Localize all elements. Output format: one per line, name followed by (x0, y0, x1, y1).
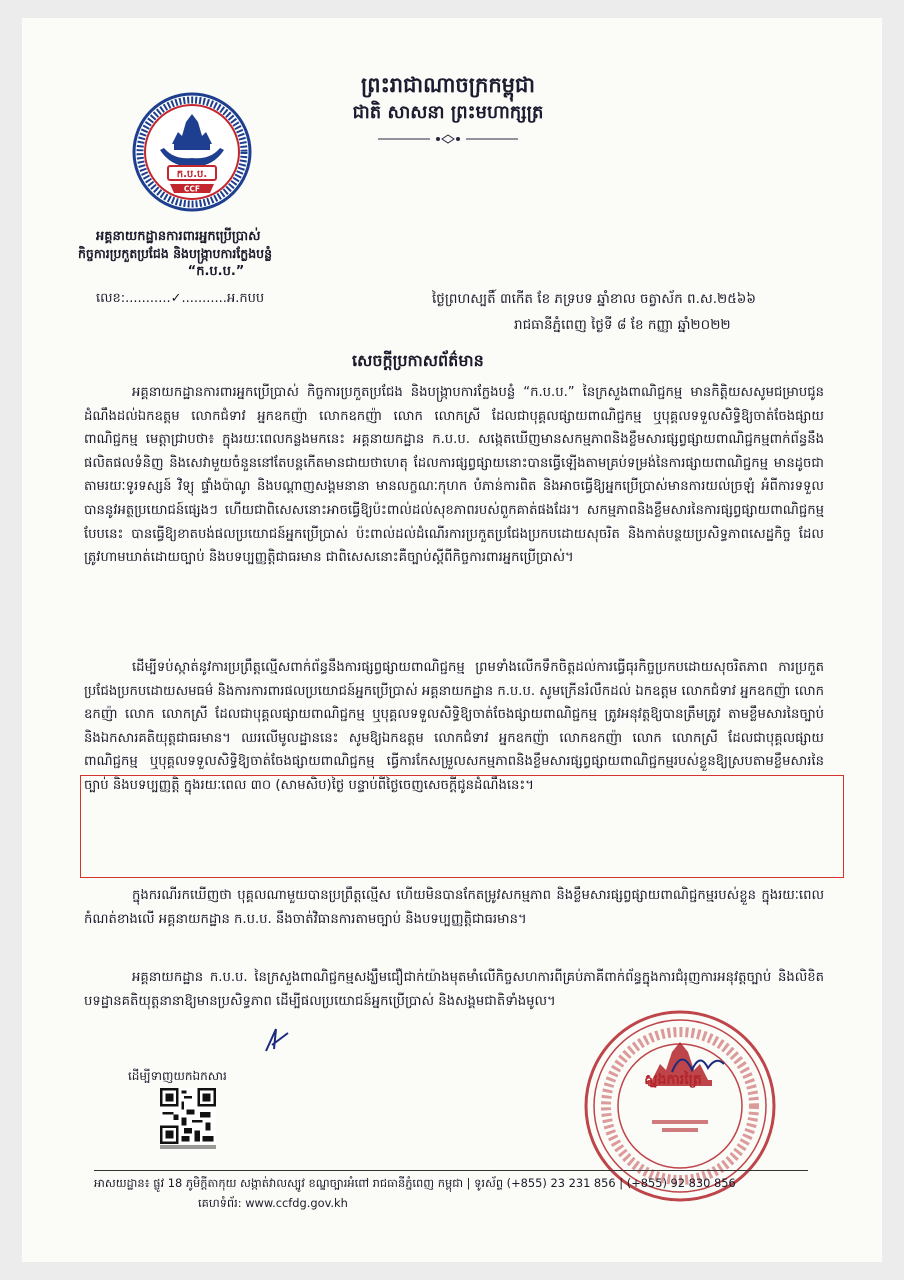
kingdom-title: ព្រះរាជាណាចក្រកម្ពុជា (360, 73, 535, 97)
department-subtitle: កិច្ចការប្រកួតប្រជែង និងបង្ក្រាបការក្លែងបន្លំ (78, 246, 273, 261)
document-subject: សេចក្តីប្រកាសព័ត៌មាន (352, 351, 484, 370)
qr-note: ដើម្បីទាញយកឯកសារ (128, 1069, 227, 1083)
paragraph-3 (84, 884, 824, 931)
highlight-box (80, 775, 844, 878)
paragraph-1-text: អគ្គនាយកដ្ឋានការពារអ្នកប្រើប្រាស់ កិច្ចការប្រកួតប្រជែង និងបង្ក្រាបការក្លែងបន្លំ “ក.ប.ប.” នៃក្រសួងពាណិជ្ជកម្ម មានកិត្តិយសសូមជម្រាបជូនដំណឹងដល់ឯកឧត្តម លោកជំទាវ អ្នកឧកញ៉ា លោកឧកញ៉ា លោក លោកស្រី ដែលជាបុគ្គលផ្សាយពាណិជ្ជកម្ម ឬបុគ្គលទទួលសិទ្ធិឱ្យចាត់ចែងផ្សាយពាណិជ្ជកម្ម មេត្តាជ្រាបថា៖ ក្នុងរយៈពេលកន្លងមកនេះ អគ្គនាយកដ្ឋាន ក.ប.ប. សង្កេតឃើញមានសកម្មភាពនិងខ្លឹមសារផ្សព្វផ្សាយពាណិជ្ជកម្មពាក់ព័ន្ធនឹងផលិតផលទំនិញ និងសេវាមួយចំនួននៅតែបន្តកើតមានជាយថាហេតុ ដែលការផ្សព្វផ្សាយនោះបានធ្វើឡើងតាមគ្រប់ទម្រង់នៃការផ្សាយពាណិជ្ជកម្ម មានដូចជាតាមរយៈទូរទស្សន៍ វិទ្យុ ផ្ទាំងប៉ាណូ និងបណ្តាញសង្គមនានា មានលក្ខណៈកុហក បំភាន់ការពិត និងអាចធ្វើឱ្យអ្នកប្រើប្រាស់មានការយល់ច្រឡំ អំពីការទទួលបាននូវអត្ថប្រយោជន៍ផ្សេងៗ ហើយជាពិសេសនោះអាចធ្វើឱ្យប៉ះពាល់ដល់សុខភាពរបស់ពួកគាត់ផងដែរ។ សកម្មភាពនិងខ្លឹមសារនៃការផ្សព្វផ្សាយពាណិជ្ជកម្មបែបនេះ បានធ្វើឱ្យខាតបង់ផលប្រយោជន៍អ្នកប្រើប្រាស់ ប៉ះពាល់ដល់ដំណើរការប្រកួតប្រជែងប្រកបដោយសុចរិត និងកាត់បន្ថយប្រសិទ្ធភាពសេដ្ឋកិច្ច ដែលត្រូវហាមឃាត់ដោយច្បាប់ និងបទប្បញ្ញត្តិជាធរមាន ជាពិសេសនោះគឺច្បាប់ស្តីពីកិច្ចការពារអ្នកប្រើប្រាស់។ (84, 385, 824, 566)
qr-caption-bar (160, 1145, 216, 1149)
paragraph-1 (84, 381, 824, 570)
paragraph-3-text: ក្នុងករណីរកឃើញថា បុគ្គលណាមួយបានប្រព្រឹត្តល្មើស ហើយមិនបានកែតម្រូវសកម្មភាព និងខ្លឹមសារផ្សព្វផ្សាយពាណិជ្ជកម្មរបស់ខ្លួន ក្នុងរយៈពេលកំណត់ខាងលើ អគ្គនាយកដ្ឋាន ក.ប.ប. នឹងចាត់វិធានការតាមច្បាប់ និងបទប្បញ្ញត្តិជាធរមាន។ (84, 888, 824, 927)
official-stamp (582, 1008, 778, 1204)
logo-banner-text: CCF (183, 184, 201, 194)
initial-signature (262, 1025, 292, 1055)
footer-website[interactable]: គេហទំព័រ: www.ccfdg.gov.kh (198, 1196, 348, 1210)
paragraph-2-text: ដើម្បីទប់ស្កាត់នូវការប្រព្រឹត្តល្មើសពាក់ព័ន្ធនឹងការផ្សព្វផ្សាយពាណិជ្ជកម្ម ព្រមទាំងលើកទឹកចិត្តដល់ការធ្វើធុរកិច្ចប្រកបដោយសុចរិតភាព ការប្រកួតប្រជែងប្រកបដោយសមធម៌ និងការការពារផលប្រយោជន៍អ្នកប្រើប្រាស់ អគ្គនាយកដ្ឋាន ក.ប.ប. សូមក្រើនរំលឹកដល់ ឯកឧត្តម លោកជំទាវ អ្នកឧកញ៉ា លោកឧកញ៉ា លោក លោកស្រី ដែលជាបុគ្គលផ្សាយពាណិជ្ជកម្ម ឬបុគ្គលទទួលសិទ្ធិឱ្យចាត់ចែងផ្សាយពាណិជ្ជកម្ម ត្រូវអនុវត្តឱ្យបានត្រឹមត្រូវ តាមខ្លឹមសារនៃច្បាប់ និងឯកសារគតិយុត្តជាធរមាន។ (84, 660, 824, 746)
department-name: អគ្គនាយកដ្ឋានការពារអ្នកប្រើប្រាស់ (96, 229, 261, 244)
director-signature (668, 1042, 728, 1082)
paragraph-4 (84, 966, 824, 1013)
department-acronym: “ក.ប.ប.” (187, 264, 245, 279)
logo-badge-text: ក.ប.ប. (176, 169, 208, 180)
qr-code[interactable] (160, 1088, 216, 1144)
footer-divider (94, 1170, 808, 1171)
highlighted-text: ឈរលើមូលដ្ឋាននេះ សូមឱ្យឯកឧត្តម លោកជំទាវ អ្នកឧកញ៉ា លោកឧកញ៉ា លោក លោកស្រី ដែលជាបុគ្គលផ្សាយពាណិជ្ជកម្ម ឬបុគ្គលទទួលសិទ្ធិឱ្យចាត់ចែងផ្សាយពាណិជ្ជកម្ម ធ្វើការកែសម្រួលសកម្មភាពនិងខ្លឹមសារផ្សព្វផ្សាយពាណិជ្ជកម្មរបស់ខ្លួនឱ្យស្របតាមខ្លឹមសារនៃច្បាប់ និងបទប្បញ្ញត្តិ ក្នុងរយៈពេល ៣០ (សាមសិប)ថ្ងៃ បន្ទាប់ពីថ្ងៃចេញសេចក្តីជូនដំណឹងនេះ។ (84, 730, 824, 793)
reference-number: លេខ:...........✓...........អ.កបប (96, 291, 265, 306)
footer-address: អាសយដ្ឋាន៖ ផ្លូវ 18 ភូមិក្តីតាកុយ សង្កាត់វាលស្បូវ ខណ្ឌច្បារអំពៅ រាជធានីភ្នំពេញ កម្ពុជា | ទូរស័ព្ទ (+855) 23 231 856 | (+855) 92 830 856 (94, 1176, 736, 1190)
solar-date: រាជធានីភ្នំពេញ ថ្ងៃទី ៨ ខែ កញ្ញា ឆ្នាំ២០២២ (514, 317, 731, 333)
lunar-date: ថ្ងៃព្រហស្បតិ៍ ៣កើត ខែ ភទ្របទ ឆ្នាំខាល ចត្វាស័ក ព.ស.២៥៦៦ (432, 291, 756, 307)
stamp-center-text: ស្នងការត្រៃ (644, 1072, 702, 1088)
paragraph-4-text: អគ្គនាយកដ្ឋាន ក.ប.ប. នៃក្រសួងពាណិជ្ជកម្មសង្ឃឹមជឿជាក់យ៉ាងមុតមាំលើកិច្ចសហការពីគ្រប់ភាគីពាក់ព័ន្ធក្នុងការជំរុញការអនុវត្តច្បាប់ និងលិខិតបទដ្ឋានគតិយុត្តនានាឱ្យមានប្រសិទ្ធភាព ដើម្បីផលប្រយោជន៍អ្នកប្រើប្រាស់ និងសង្គមជាតិទាំងមូល។ (84, 970, 824, 1009)
national-motto: ជាតិ សាសនា ព្រះមហាក្សត្រ (352, 102, 544, 123)
header-ornament (378, 134, 518, 144)
ccf-logo (132, 92, 252, 212)
